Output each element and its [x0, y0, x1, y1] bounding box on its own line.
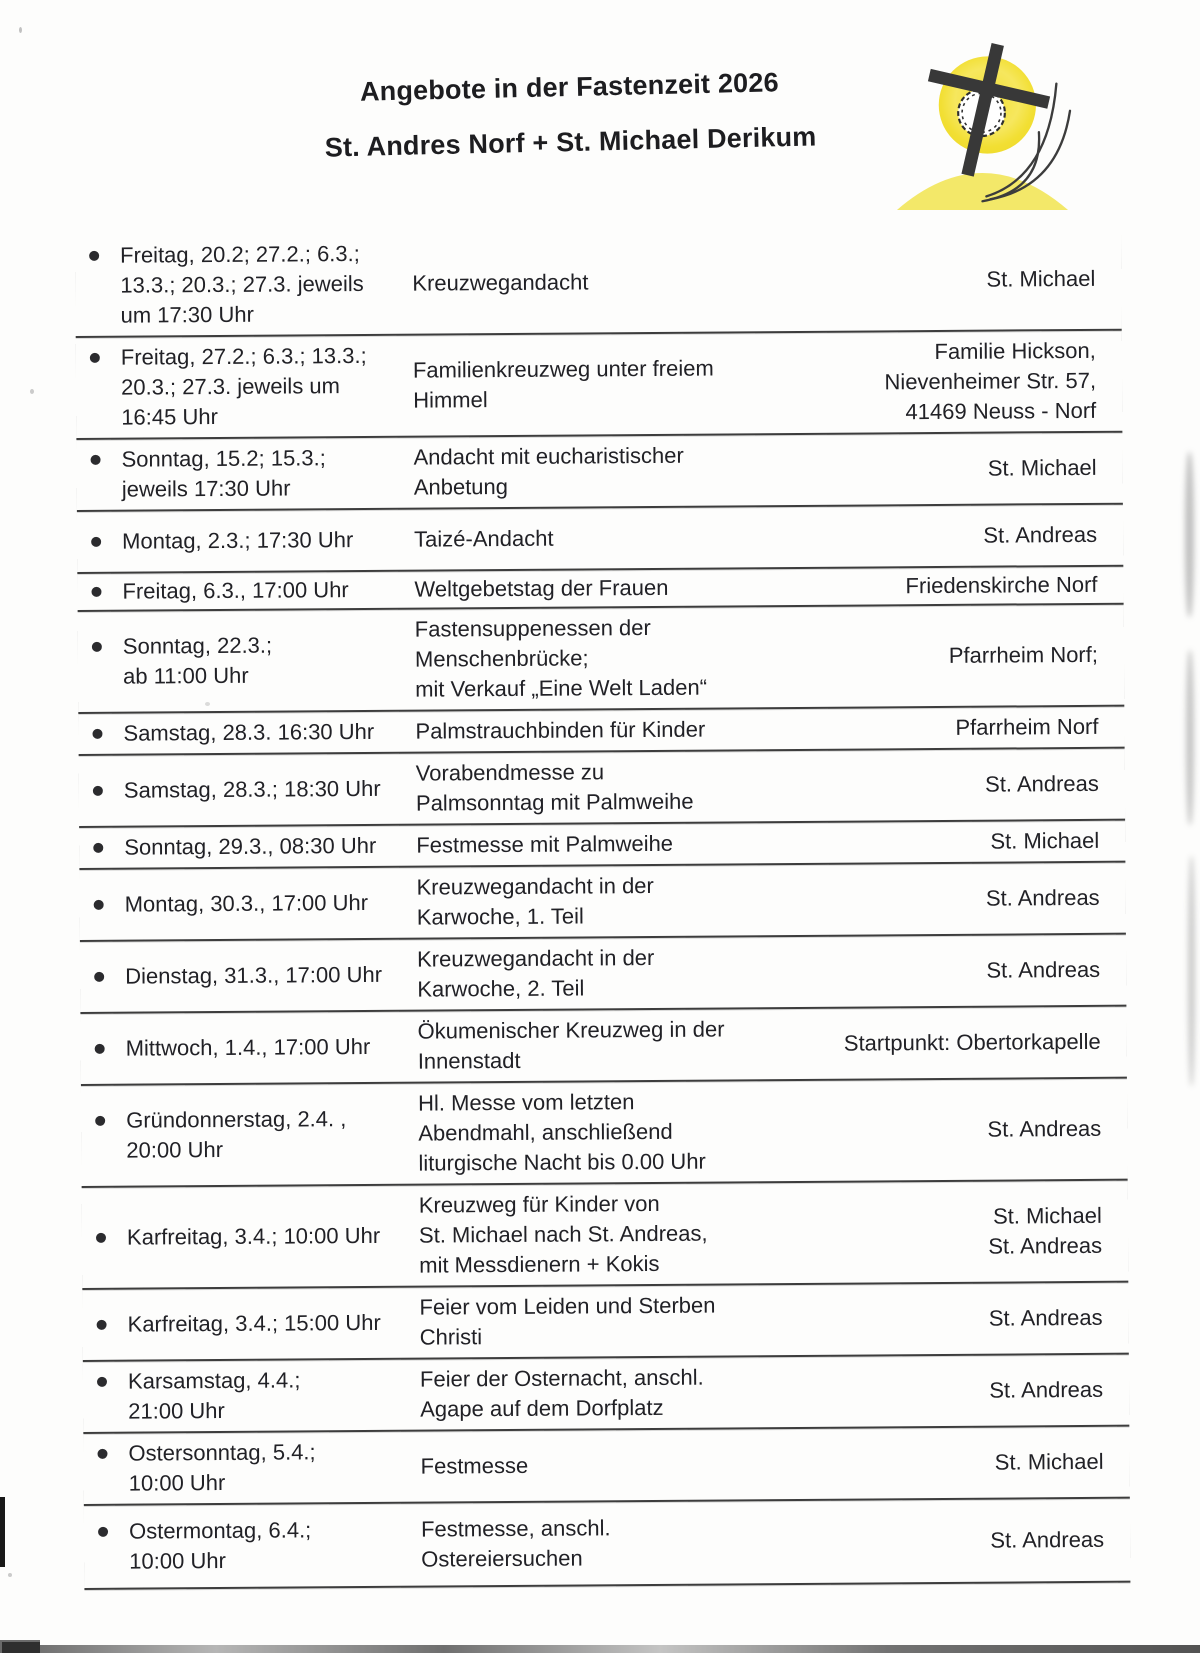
event-line: Anbetung [413, 473, 509, 500]
date-line: Ostermontag, 6.4.; [128, 1517, 312, 1544]
row-date [125, 960, 417, 992]
scan-speck [205, 702, 210, 706]
bullet-icon [91, 587, 101, 597]
table-row [79, 863, 1125, 942]
date-line: Montag, 30.3., 17:00 Uhr [124, 889, 369, 917]
location-line: 41469 Neuss - Norf [905, 397, 1097, 425]
row-location [773, 883, 1100, 915]
location-line: Familie Hickson, [934, 337, 1096, 365]
table-row [80, 1007, 1126, 1086]
row-location [770, 453, 1097, 485]
date-line: 10:00 Uhr [128, 1469, 226, 1496]
row-date [120, 239, 413, 331]
location-line: St. Andreas [987, 1115, 1102, 1142]
location-line: Startpunkt: Obertorkapelle [843, 1028, 1101, 1056]
bullet-icon [95, 1116, 105, 1126]
bullet-icon [94, 900, 104, 910]
event-line: Fastensuppenessen der [414, 614, 651, 642]
scan-smudge [1188, 856, 1195, 1086]
date-block [122, 525, 353, 557]
date-line: 10:00 Uhr [129, 1547, 226, 1574]
event-line: Christi [419, 1324, 483, 1350]
location-line: Pfarrheim Norf [955, 713, 1099, 740]
location-line: St. Andreas [988, 1304, 1103, 1331]
scan-edge-artifact [0, 1640, 40, 1653]
row-date [124, 831, 416, 863]
bullet-icon [94, 972, 104, 982]
document-header [169, 63, 971, 167]
location-line: St. Andreas [986, 956, 1101, 983]
row-date [125, 888, 417, 920]
row-date [126, 1032, 418, 1064]
row-date [127, 1308, 419, 1340]
table-row [79, 749, 1125, 828]
date-line: jeweils 17:30 Uhr [121, 475, 291, 502]
table-row [84, 1499, 1131, 1590]
table-row [76, 433, 1122, 512]
date-line: Samstag, 28.3.; 18:30 Uhr [123, 775, 381, 803]
location-line: St. Michael [986, 265, 1096, 292]
location-line: St. Andreas [985, 884, 1100, 911]
page-title: Angebote in der Fastenzeit 2026 [359, 67, 780, 107]
date-block [126, 1104, 347, 1166]
event-line: Kreuzwegandacht in der [416, 944, 655, 972]
row-event [414, 522, 770, 554]
date-block [128, 1365, 301, 1426]
bullet-icon [97, 1320, 107, 1330]
scan-speck [8, 1573, 12, 1577]
scan-smudge [1186, 650, 1194, 825]
row-location [777, 1525, 1104, 1557]
location-line: Friedenskirche Norf [905, 571, 1098, 599]
date-block [123, 631, 273, 692]
date-block [123, 717, 374, 749]
bullet-icon [93, 786, 103, 796]
date-line: Freitag, 20.2; 27.2.; 6.3.; [120, 241, 360, 268]
location-line: St. Andreas [983, 521, 1098, 548]
table-row [83, 1427, 1129, 1506]
event-line: Karwoche, 2. Teil [417, 975, 585, 1002]
event-line: Palmsonntag mit Palmweihe [415, 788, 694, 816]
row-location [774, 1027, 1101, 1059]
scan-smudge [1185, 452, 1194, 617]
row-event [413, 440, 769, 502]
location-line: Pfarrheim Norf; [948, 641, 1099, 668]
page-subtitle: St. Andres Norf + St. Michael Derikum [324, 121, 817, 163]
date-line: 16:45 Uhr [121, 404, 218, 430]
date-block [126, 1032, 371, 1064]
schedule-table [75, 229, 1130, 1590]
event-line: Karwoche, 1. Teil [416, 903, 584, 930]
table-row [78, 605, 1125, 714]
date-line: Samstag, 28.3. 16:30 Uhr [123, 718, 375, 746]
row-event [419, 1188, 776, 1280]
row-date [129, 1515, 421, 1577]
bullet-icon [90, 353, 100, 363]
event-line: Festmesse, anschl. [420, 1515, 611, 1542]
date-line: Freitag, 27.2.; 6.3.; 13.3.; [120, 342, 367, 370]
row-event [412, 266, 768, 298]
event-line: Hl. Messe vom letzten [417, 1089, 635, 1116]
row-date [121, 341, 414, 433]
event-line: Palmstrauchbinden für Kinder [415, 716, 706, 744]
event-line: Festmesse [420, 1452, 529, 1479]
date-line: 20.3.; 27.3. jeweils um [120, 373, 341, 400]
date-block [125, 960, 382, 992]
row-location [770, 520, 1097, 552]
location-line: St. Michael [990, 827, 1100, 854]
event-line: Abendmahl, anschließend [418, 1118, 673, 1146]
bullet-icon [97, 1449, 107, 1459]
row-location [771, 712, 1098, 744]
bullet-icon [93, 843, 103, 853]
row-location [776, 1447, 1103, 1479]
event-line: Innenstadt [417, 1047, 521, 1074]
bullet-icon [95, 1044, 105, 1054]
event-line: Andacht mit eucharistischer [413, 442, 684, 470]
date-block [124, 774, 381, 806]
row-location [770, 570, 1097, 602]
row-event [421, 1512, 777, 1574]
event-line: Festmesse mit Palmweihe [416, 830, 674, 858]
bullet-icon [96, 1233, 106, 1243]
event-line: Vorabendmesse zu [415, 759, 605, 786]
row-date [122, 575, 414, 607]
row-date [124, 774, 416, 806]
table-row [78, 707, 1124, 756]
row-event [419, 1290, 775, 1352]
location-line: St. Michael [994, 1448, 1104, 1475]
table-row [82, 1181, 1129, 1290]
date-line: 20:00 Uhr [126, 1136, 224, 1163]
row-date [126, 1104, 418, 1166]
date-line: um 17:30 Uhr [120, 301, 254, 328]
event-line: Kreuzwegandacht in der [416, 872, 654, 900]
row-date [127, 1221, 419, 1253]
event-line: Weltgebetstag der Frauen [414, 574, 669, 602]
location-line: St. Andreas [989, 1376, 1104, 1403]
row-event [417, 942, 773, 1004]
date-line: Gründonnerstag, 2.4. , [126, 1106, 347, 1133]
date-line: Freitag, 6.3., 17:00 Uhr [122, 577, 349, 604]
location-line: St. Michael [992, 1202, 1102, 1229]
date-line: Ostersonntag, 5.4.; [128, 1439, 316, 1466]
location-line: St. Andreas [990, 1526, 1105, 1553]
row-event [417, 1014, 773, 1076]
date-line: Dienstag, 31.3., 17:00 Uhr [125, 961, 383, 989]
date-line: ab 11:00 Uhr [122, 662, 249, 689]
row-location [772, 826, 1099, 858]
row-location [768, 264, 1095, 296]
date-block [122, 575, 348, 607]
table-row [77, 505, 1123, 574]
row-event [416, 756, 772, 818]
row-event [415, 612, 772, 704]
table-row [81, 1079, 1128, 1188]
bullet-icon [89, 251, 99, 261]
row-date [128, 1437, 420, 1499]
row-location [772, 769, 1099, 801]
date-line: Karfreitag, 3.4.; 10:00 Uhr [126, 1222, 381, 1250]
date-block [128, 1437, 316, 1498]
location-line: Nievenheimer Str. 57, [884, 367, 1097, 395]
bullet-icon [92, 642, 102, 652]
row-event [416, 870, 772, 932]
row-event [414, 572, 770, 604]
table-row [80, 935, 1126, 1014]
bullet-icon [92, 729, 102, 739]
row-date [123, 630, 415, 692]
date-block [127, 1221, 380, 1253]
date-block [124, 831, 376, 863]
event-line: Agape auf dem Dorfplatz [420, 1394, 664, 1422]
event-line: mit Verkauf „Eine Welt Laden“ [415, 674, 708, 702]
row-date [128, 1365, 420, 1427]
row-location [776, 1375, 1103, 1407]
scan-edge-artifact [0, 1645, 1200, 1653]
row-location [771, 640, 1098, 672]
row-location [773, 955, 1100, 987]
date-line: Mittwoch, 1.4., 17:00 Uhr [125, 1033, 371, 1061]
date-block [120, 239, 364, 331]
date-line: Karsamstag, 4.4.; [127, 1367, 301, 1394]
date-block [121, 443, 326, 504]
table-row [75, 229, 1122, 338]
cross-sun-thorns-logo-icon [885, 35, 1080, 210]
row-date [122, 525, 414, 557]
event-line: Ökumenischer Kreuzweg in der [417, 1016, 725, 1044]
bullet-icon [91, 537, 101, 547]
location-line: St. Michael [987, 454, 1097, 481]
bullet-icon [97, 1377, 107, 1387]
date-block [127, 1308, 380, 1340]
date-line: Sonntag, 15.2; 15.3.; [121, 445, 326, 472]
event-line: liturgische Nacht bis 0.00 Uhr [418, 1148, 706, 1176]
event-line: Feier vom Leiden und Sterben [419, 1292, 716, 1320]
bullet-icon [98, 1527, 108, 1537]
row-location [769, 336, 1097, 428]
table-row [76, 331, 1123, 440]
date-line: Sonntag, 29.3., 08:30 Uhr [124, 832, 377, 860]
row-location [775, 1201, 1102, 1263]
row-date [121, 443, 413, 505]
event-line: Kreuzwegandacht [412, 269, 589, 296]
event-line: Taizé-Andacht [414, 525, 554, 552]
row-location [775, 1303, 1102, 1335]
row-location [774, 1114, 1101, 1146]
row-date [123, 717, 415, 749]
row-event [415, 714, 771, 746]
date-block [125, 888, 369, 920]
row-event [416, 828, 772, 860]
scan-speck [19, 27, 22, 33]
date-block [129, 1515, 312, 1576]
scan-edge-artifact [0, 1497, 5, 1567]
event-line: mit Messdienern + Kokis [419, 1250, 660, 1278]
row-event [418, 1086, 775, 1178]
bullet-icon [91, 455, 101, 465]
table-row [79, 821, 1125, 870]
row-event [420, 1449, 776, 1481]
scan-speck [30, 389, 34, 394]
date-line: Sonntag, 22.3.; [122, 632, 273, 659]
event-line: St. Michael nach St. Andreas, [418, 1220, 708, 1248]
event-line: Feier der Osternacht, anschl. [419, 1364, 704, 1392]
event-line: Menschenbrücke; [414, 645, 589, 672]
location-line: St. Andreas [988, 1232, 1103, 1259]
row-event [413, 353, 769, 415]
date-line: Montag, 2.3.; 17:30 Uhr [122, 527, 354, 554]
table-row [83, 1355, 1129, 1434]
date-line: 13.3.; 20.3.; 27.3. jeweils [120, 270, 364, 298]
location-line: St. Andreas [985, 770, 1099, 797]
date-block [121, 341, 367, 433]
date-line: Karfreitag, 3.4.; 15:00 Uhr [127, 1309, 381, 1337]
table-row [82, 1283, 1128, 1362]
event-line: Kreuzweg für Kinder von [418, 1190, 660, 1218]
date-line: 21:00 Uhr [128, 1397, 225, 1424]
row-event [420, 1362, 776, 1424]
event-line: Familienkreuzweg unter freiem [412, 355, 714, 383]
event-line: Himmel [413, 387, 488, 413]
event-line: Ostereiersuchen [421, 1545, 583, 1572]
